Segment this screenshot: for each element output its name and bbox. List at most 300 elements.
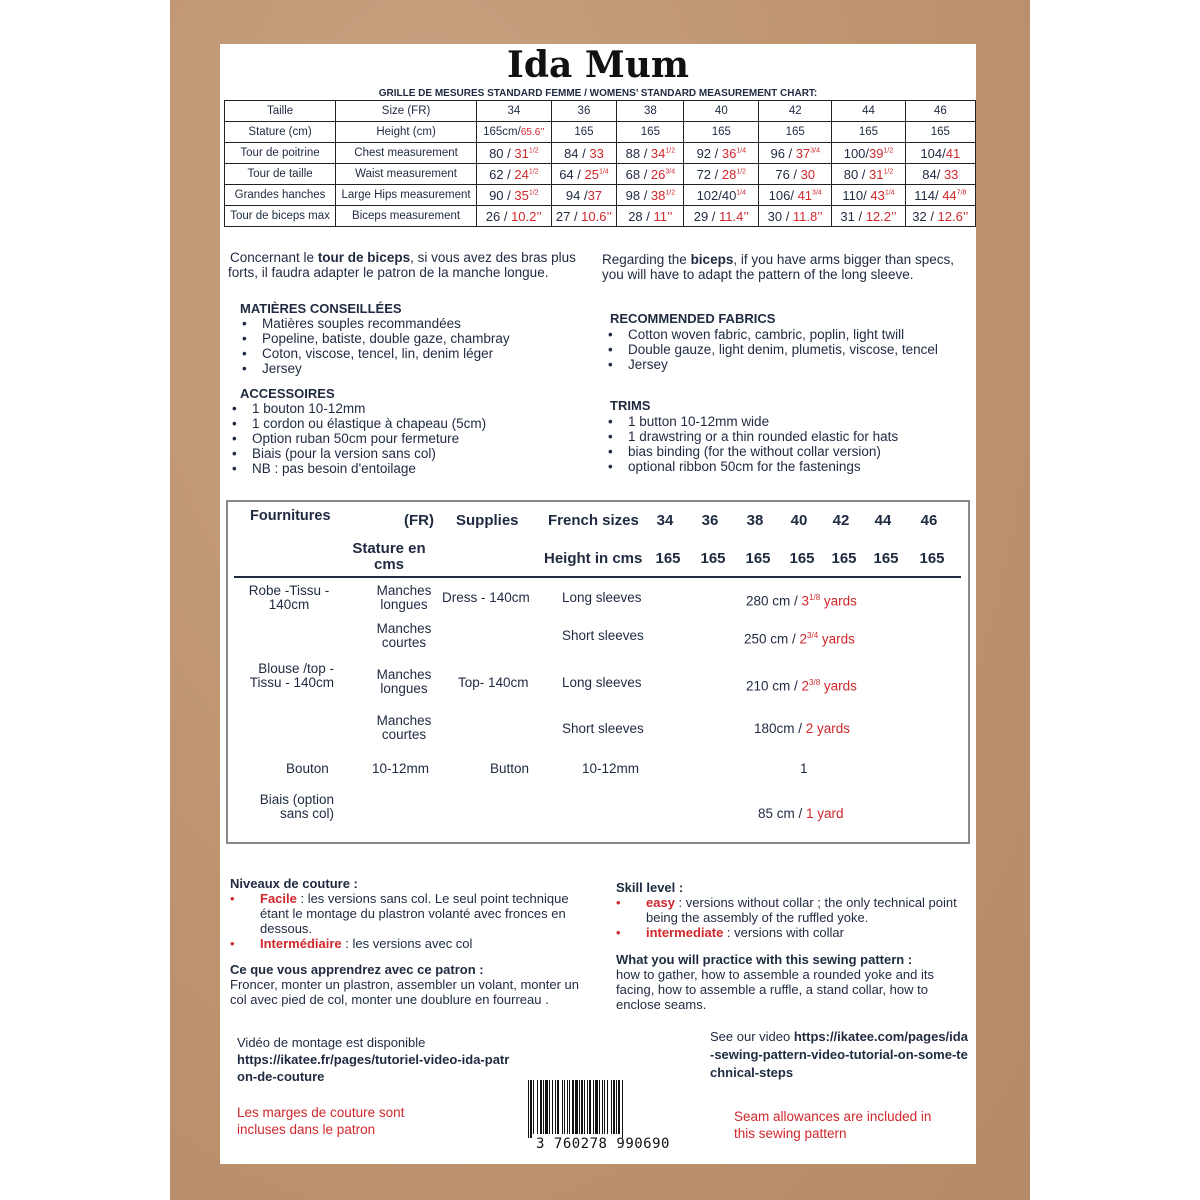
size-col-header: 38 (746, 512, 764, 529)
measurement-label-en: Large Hips measurement (336, 185, 477, 206)
barcode-number: 3 760278 990690 (536, 1136, 670, 1152)
supplies-table (226, 500, 970, 844)
skill-en-easy (616, 895, 966, 925)
barcode-bar (564, 1080, 565, 1134)
height-col-value: 165 (873, 550, 899, 567)
list-item: • bias binding (for the without collar version) (598, 444, 968, 459)
barcode-bar (545, 1080, 548, 1134)
measurement-cell (551, 101, 617, 122)
barcode-bars (520, 1076, 686, 1138)
cell-inch: 41 (945, 145, 961, 161)
barcode-bar (549, 1080, 550, 1134)
list-item: • Double gauze, light denim, plumetis, viscose, tencel (598, 342, 968, 357)
trims-title: TRIMS (610, 398, 651, 413)
seam-en: Seam allowances are included in this sewing pattern (734, 1109, 932, 1141)
skill-fr-inter-text: : les versions avec col (345, 936, 473, 951)
cell-cm: 165cm/ (483, 126, 521, 138)
measurement-cell (905, 101, 975, 122)
intro-en (602, 252, 972, 282)
value-fraction: 3/8 (809, 678, 821, 687)
measurement-cell (759, 206, 832, 227)
height-col-value: 165 (789, 550, 815, 567)
barcode-bar (595, 1080, 598, 1134)
value-unit: yards (818, 631, 855, 647)
intro-fr-bold: tour de biceps (317, 250, 411, 265)
measurement-cell (832, 164, 905, 185)
cell-inch: 11’’ (653, 208, 673, 224)
measurement-cell (759, 101, 832, 122)
measurement-cell (551, 185, 617, 206)
height-col-value: 165 (745, 550, 771, 567)
barcode-bar (569, 1080, 570, 1134)
cell-inch: 37 (587, 187, 603, 203)
measurement-cell (905, 122, 975, 143)
seam-fr: Les marges de couture sont incluses dans le patron (237, 1105, 405, 1137)
cell-fraction: 1/2 (528, 189, 539, 197)
skill-en-inter (616, 925, 966, 940)
measurement-label-fr: Tour de biceps max (225, 206, 336, 227)
cell-cm: 36 (577, 105, 591, 117)
measurement-label-en: Size (FR) (336, 101, 477, 122)
fabrics-en-list (598, 327, 968, 372)
accessories-fr-list (222, 401, 582, 476)
barcode-bar (575, 1080, 578, 1134)
row-dress-label: Dress - 140cm (442, 590, 530, 605)
measurement-cell (905, 143, 975, 164)
cell-cm: 38 (643, 105, 657, 117)
cell-cm: 32 / (912, 208, 938, 224)
measurement-cell (832, 185, 905, 206)
skill-en-inter-label: intermediate (646, 925, 727, 940)
cell-fraction: 3/4 (812, 189, 822, 197)
cell-cm: 31 / (840, 208, 866, 224)
bullet: • (230, 891, 235, 906)
measurement-label-fr: Stature (cm) (225, 122, 336, 143)
cell-inch: 12.6’’ (937, 208, 969, 224)
cell-cm: 165 (858, 126, 879, 138)
video-en-link[interactable]: https://ikatee.com/pages/ida-sewing-pattern-video-tutorial-on-some-technical-steps (710, 1029, 968, 1080)
cell-inch: 11.8’’ (792, 208, 823, 224)
intro-en-text: Regarding the (602, 252, 691, 267)
cell-fraction: 1/4 (736, 147, 747, 155)
learn-fr-block (230, 962, 590, 1007)
cell-cm: 34 (507, 105, 521, 117)
cell-fraction: 1/2 (528, 168, 539, 176)
cell-cm: 84 / (564, 145, 590, 161)
learn-en-text: how to gather, how to assemble a rounded yoke and its facing, how to assemble a ruffle, a stand collar, how to enclose seams. (616, 967, 934, 1012)
measurement-cell (684, 101, 759, 122)
cell-inch: 28 (721, 166, 737, 182)
cell-inch: 38 (650, 187, 666, 203)
value-red: 3 (801, 593, 810, 609)
cell-cm: 30 / (767, 208, 793, 224)
intro-fr (228, 250, 598, 280)
cell-inch: 24 (514, 166, 529, 182)
fabrics-en-title: RECOMMENDED FABRICS (610, 311, 776, 326)
learn-fr-text: Froncer, monter un plastron, assembler un volant, monter un col avec pied de col, monter une doublure en fourreau . (230, 977, 580, 1007)
measurement-label-fr: Taille (225, 101, 336, 122)
row-button-label: Button (490, 761, 530, 776)
skill-en-title: Skill level : (616, 880, 684, 895)
measurement-label-fr: Tour de poitrine (225, 143, 336, 164)
value-red: 2 (801, 678, 810, 694)
trims-list (598, 414, 968, 474)
barcode-bar (557, 1080, 559, 1134)
barcode-bar (584, 1080, 585, 1134)
cell-inch: 41 (797, 187, 813, 203)
list-item: • Cotton woven fabric, cambric, poplin, light twill (598, 327, 968, 342)
list-item: • NB : pas besoin d'entoilage (222, 461, 582, 476)
barcode-bar (572, 1080, 574, 1134)
barcode-bar (622, 1080, 623, 1138)
video-fr-text: Vidéo de montage est disponible (237, 1035, 426, 1050)
cell-cm: 90 / (489, 187, 515, 203)
intro-fr-text-end: , si vous avez des bras plus forts, il faudra adapter le patron de la manche longue. (228, 250, 576, 280)
cell-fraction: 1/2 (736, 168, 747, 176)
measurement-cell (617, 143, 684, 164)
chart-subtitle: GRILLE DE MESURES STANDARD FEMME / WOMENS’ STANDARD MEASUREMENT CHART: (378, 88, 818, 99)
accessories-fr-title: ACCESSOIRES (240, 386, 335, 401)
measurement-label-en: Height (cm) (336, 122, 477, 143)
row-button-qty: 1 (800, 761, 808, 776)
size-col-header: 44 (874, 512, 892, 529)
measurement-cell (684, 122, 759, 143)
cell-cm: 29 / (693, 208, 720, 224)
supplies-head-fr: (FR) (404, 512, 434, 529)
cell-cm: 165 (930, 126, 950, 138)
measurement-row (225, 164, 976, 185)
value-unit: yards (820, 678, 857, 694)
size-col-header: 34 (656, 512, 674, 529)
barcode-bar (579, 1080, 580, 1134)
cell-inch: 39 (869, 145, 884, 161)
cell-inch: 33 (943, 166, 959, 182)
cell-cm: 165 (640, 126, 660, 138)
cell-cm: 64 / (559, 166, 585, 182)
measurement-row (225, 101, 976, 122)
skill-fr-inter-label: Intermédiaire (260, 936, 346, 951)
list-item: • 1 bouton 10-12mm (222, 401, 582, 416)
cell-inch: 65.6’’ (520, 127, 545, 138)
measurement-row (225, 185, 976, 206)
supplies-head-stature: Stature en cms (352, 540, 426, 573)
cell-fraction: 1/2 (883, 147, 894, 155)
cell-cm: 110/ (842, 187, 871, 203)
barcode-bar (543, 1080, 544, 1134)
supplies-header-rule (234, 576, 961, 578)
cell-cm: 88 / (625, 145, 651, 161)
cell-cm: 106/ (768, 187, 798, 203)
cell-inch: 36 (721, 145, 737, 161)
value-red: 2 (799, 631, 808, 647)
measurement-cell (759, 185, 832, 206)
cell-inch: 37 (795, 145, 811, 161)
measurement-cell (684, 185, 759, 206)
list-item: • 1 cordon ou élastique à chapeau (5cm) (222, 416, 582, 431)
barcode-bar (540, 1080, 542, 1134)
bullet: • (616, 895, 621, 910)
cell-cm: 40 (714, 105, 728, 117)
measurement-cell (759, 122, 832, 143)
measurement-row (225, 143, 976, 164)
list-item: • Biais (pour la version sans col) (222, 446, 582, 461)
skill-fr-title: Niveaux de couture : (230, 876, 358, 891)
barcode (520, 1076, 686, 1154)
video-fr-link[interactable]: https://ikatee.fr/pages/tutoriel-video-ida-patron-de-couture (237, 1052, 510, 1084)
height-col-value: 165 (655, 550, 681, 567)
row-blouse-short-label: Manches courtes (376, 713, 432, 742)
barcode-bar (537, 1080, 538, 1134)
list-item: • 1 drawstring or a thin rounded elastic for hats (598, 429, 968, 444)
skill-fr-easy-text: : les versions sans col. Le seul point technique étant le montage du plastron volanté avec fronces en dessous. (260, 891, 569, 936)
list-item: • Popeline, batiste, double gaze, chambray (232, 331, 592, 346)
cell-inch: 35 (514, 187, 529, 203)
cell-inch: 30 (800, 166, 816, 182)
cell-inch: 11.4’’ (719, 208, 749, 224)
measurement-cell (551, 143, 617, 164)
cell-fraction: 3/4 (810, 147, 820, 155)
learn-fr-title: Ce que vous apprendrez avec ce patron : (230, 962, 484, 977)
value-red: 1 yard (806, 806, 844, 821)
cell-cm: 96 / (770, 145, 796, 161)
row-biais-label: Biais (option sans col) (259, 792, 334, 821)
row-dress-long-value (746, 591, 857, 609)
row-top-short-sleeves: Short sleeves (562, 721, 644, 736)
value-text: 180cm / (754, 721, 806, 736)
row-robe-long-label: Manches longues (376, 583, 432, 612)
measurement-label-fr: Tour de taille (225, 164, 336, 185)
cell-inch: 33 (589, 145, 604, 161)
row-dress-short-sleeves: Short sleeves (562, 628, 644, 643)
measurement-cell (617, 206, 684, 227)
skill-en-easy-label: easy (646, 895, 679, 910)
cell-inch: 12.2’’ (865, 208, 897, 224)
cell-cm: 165 (574, 126, 594, 138)
value-fraction: 3/4 (807, 631, 819, 640)
measurement-cell (832, 143, 905, 164)
barcode-bar (555, 1080, 556, 1134)
skill-en-easy-text: : versions without collar ; the only technical point being the assembly of the ruffled yoke. (646, 895, 957, 925)
barcode-bar (528, 1080, 529, 1138)
size-col-header: 36 (701, 512, 719, 529)
supplies-head-french-sizes: French sizes (548, 512, 639, 529)
row-bouton-size: 10-12mm (372, 761, 430, 776)
measurement-label-fr: Grandes hanches (225, 185, 336, 206)
learn-en-block (616, 952, 972, 1012)
bullet: • (616, 925, 621, 940)
skill-fr-inter (230, 936, 580, 951)
measurement-cell (684, 206, 759, 227)
cell-inch: 43 (870, 187, 885, 203)
measurement-cell (905, 185, 975, 206)
cell-fraction: 1/4 (736, 189, 747, 197)
list-item: • Jersey (232, 361, 592, 376)
cell-cm: 114/ (914, 187, 943, 203)
cell-inch: 31 (869, 166, 884, 182)
measurement-cell (832, 206, 905, 227)
cell-cm: 28 / (628, 208, 654, 224)
measurement-cell (551, 122, 617, 143)
video-en-text: See our video (710, 1029, 794, 1044)
measurement-cell (617, 185, 684, 206)
value-text: 250 cm / (744, 631, 800, 647)
pattern-title: Ida Mum (507, 44, 689, 86)
measurement-label-en: Biceps measurement (336, 206, 477, 227)
skill-fr-easy (230, 891, 580, 936)
row-blouse-label: Blouse /top - Tissu - 140cm (249, 661, 334, 690)
measurement-row (225, 206, 976, 227)
cell-cm: 92 / (696, 145, 722, 161)
barcode-bar (613, 1080, 615, 1134)
cell-inch: 10.6’’ (581, 208, 613, 224)
measurement-cell (477, 101, 552, 122)
measurement-cell (477, 206, 552, 227)
barcode-bar (581, 1080, 583, 1134)
skill-fr-easy-label: Facile (260, 891, 301, 906)
measurement-cell (551, 164, 617, 185)
pattern-back-sheet (220, 44, 976, 1164)
row-dress-long-sleeves: Long sleeves (562, 590, 642, 605)
list-item: • Coton, viscose, tencel, lin, denim léger (232, 346, 592, 361)
cell-fraction: 1/2 (665, 147, 676, 155)
barcode-bar (589, 1080, 591, 1134)
barcode-bar (599, 1080, 600, 1134)
row-biais-value (758, 807, 844, 821)
barcode-bar (552, 1080, 553, 1134)
cell-cm: 165 (711, 126, 731, 138)
skill-fr-block (230, 876, 580, 951)
cell-cm: 80 / (843, 166, 870, 182)
measurement-cell (832, 122, 905, 143)
cell-inch: 26 (650, 166, 666, 182)
row-robe-label: Robe -Tissu - 140cm (248, 583, 330, 612)
measurement-cell (477, 143, 552, 164)
measurement-label-en: Chest measurement (336, 143, 477, 164)
cell-cm: 76 / (775, 166, 801, 182)
value-red: 2 yards (805, 721, 851, 736)
measurement-cell (617, 101, 684, 122)
measurement-cell (759, 164, 832, 185)
cell-inch: 34 (650, 145, 666, 161)
measurement-cell (551, 206, 617, 227)
list-item: • optional ribbon 50cm for the fastenings (598, 459, 968, 474)
cell-cm: 104/ (920, 145, 946, 161)
list-item: • Jersey (598, 357, 968, 372)
cell-cm: 72 / (696, 166, 722, 182)
row-top-long-sleeves: Long sleeves (562, 675, 642, 690)
barcode-bar (530, 1080, 532, 1138)
value-unit: yards (820, 593, 857, 609)
fabrics-fr-list (232, 316, 592, 376)
cell-cm: 102/40 (696, 187, 737, 203)
size-col-header: 42 (832, 512, 850, 529)
measurement-label-en: Waist measurement (336, 164, 477, 185)
row-robe-short-label: Manches courtes (376, 621, 432, 650)
barcode-bar (562, 1080, 563, 1134)
cell-cm: 46 (933, 105, 947, 117)
cell-cm: 80 / (489, 145, 515, 161)
row-blouse-long-label: Manches longues (376, 667, 432, 696)
value-text: 280 cm / (746, 593, 802, 609)
row-top-label: Top- 140cm (458, 675, 529, 690)
cell-cm: 100/ (843, 145, 870, 161)
measurement-cell (832, 101, 905, 122)
barcode-bar (567, 1080, 568, 1134)
list-item: • Matières souples recommandées (232, 316, 592, 331)
intro-fr-text: Concernant le (230, 250, 318, 265)
height-col-value: 165 (919, 550, 945, 567)
measurement-cell (477, 185, 552, 206)
measurement-cell (617, 122, 684, 143)
learn-en-title: What you will practice with this sewing pattern : (616, 952, 913, 967)
row-top-short-value (754, 722, 850, 736)
barcode-bar (611, 1080, 612, 1134)
list-item: • 1 button 10-12mm wide (598, 414, 968, 429)
cell-fraction: 1/2 (665, 189, 676, 197)
barcode-bar (618, 1080, 620, 1134)
cell-fraction: 1/2 (528, 147, 539, 155)
cell-fraction: 1/4 (884, 189, 895, 197)
cell-cm: 94 / (565, 187, 588, 203)
height-col-value: 165 (831, 550, 857, 567)
cell-cm: 26 / (485, 208, 512, 224)
intro-en-bold: biceps (690, 252, 734, 267)
value-text: 210 cm / (746, 678, 802, 694)
cell-inch: 44 (942, 187, 957, 203)
barcode-bar (533, 1080, 534, 1134)
height-col-value: 165 (700, 550, 726, 567)
cell-cm: 84/ (922, 166, 944, 182)
cell-inch: 10.2’’ (511, 208, 542, 224)
bullet: • (230, 936, 235, 951)
skill-en-inter-text: : versions with collar (726, 925, 844, 940)
cell-fraction: 7/8 (956, 189, 967, 197)
skill-en-block (616, 880, 966, 940)
intro-en-text-end: , if you have arms bigger than specs, you will have to adapt the pattern of the long sleeve. (602, 252, 954, 282)
cell-inch: 31 (514, 145, 529, 161)
size-col-header: 40 (790, 512, 808, 529)
measurement-row (225, 122, 976, 143)
cell-inch: 25 (584, 166, 599, 182)
barcode-bar (616, 1080, 617, 1134)
measurement-table (224, 100, 976, 227)
measurement-cell (905, 206, 975, 227)
measurement-cell (617, 164, 684, 185)
value-fraction: 1/8 (809, 593, 821, 602)
supplies-head-height: Height in cms (544, 550, 643, 567)
supplies-head-fournitures: Fournitures (250, 508, 331, 524)
barcode-bar (604, 1080, 605, 1134)
cell-cm: 165 (785, 126, 805, 138)
cell-fraction: 1/2 (883, 168, 894, 176)
video-fr-block (237, 1034, 517, 1085)
row-button-size: 10-12mm (582, 761, 640, 776)
measurement-cell (477, 164, 552, 185)
cell-fraction: 3/4 (665, 168, 676, 176)
list-item: • Option ruban 50cm pour fermeture (222, 431, 582, 446)
measurement-cell (905, 164, 975, 185)
cell-cm: 68 / (625, 166, 651, 182)
cell-cm: 27 / (555, 208, 582, 224)
row-bouton-label: Bouton (286, 761, 329, 776)
value-text: 85 cm / (758, 806, 807, 821)
barcode-bar (602, 1080, 603, 1134)
row-dress-short-value (744, 629, 855, 647)
size-col-header: 46 (920, 512, 938, 529)
fabrics-fr-title: MATIÈRES CONSEILLÉES (240, 301, 402, 316)
supplies-head-supplies: Supplies (456, 512, 519, 529)
cell-cm: 42 (788, 105, 802, 117)
